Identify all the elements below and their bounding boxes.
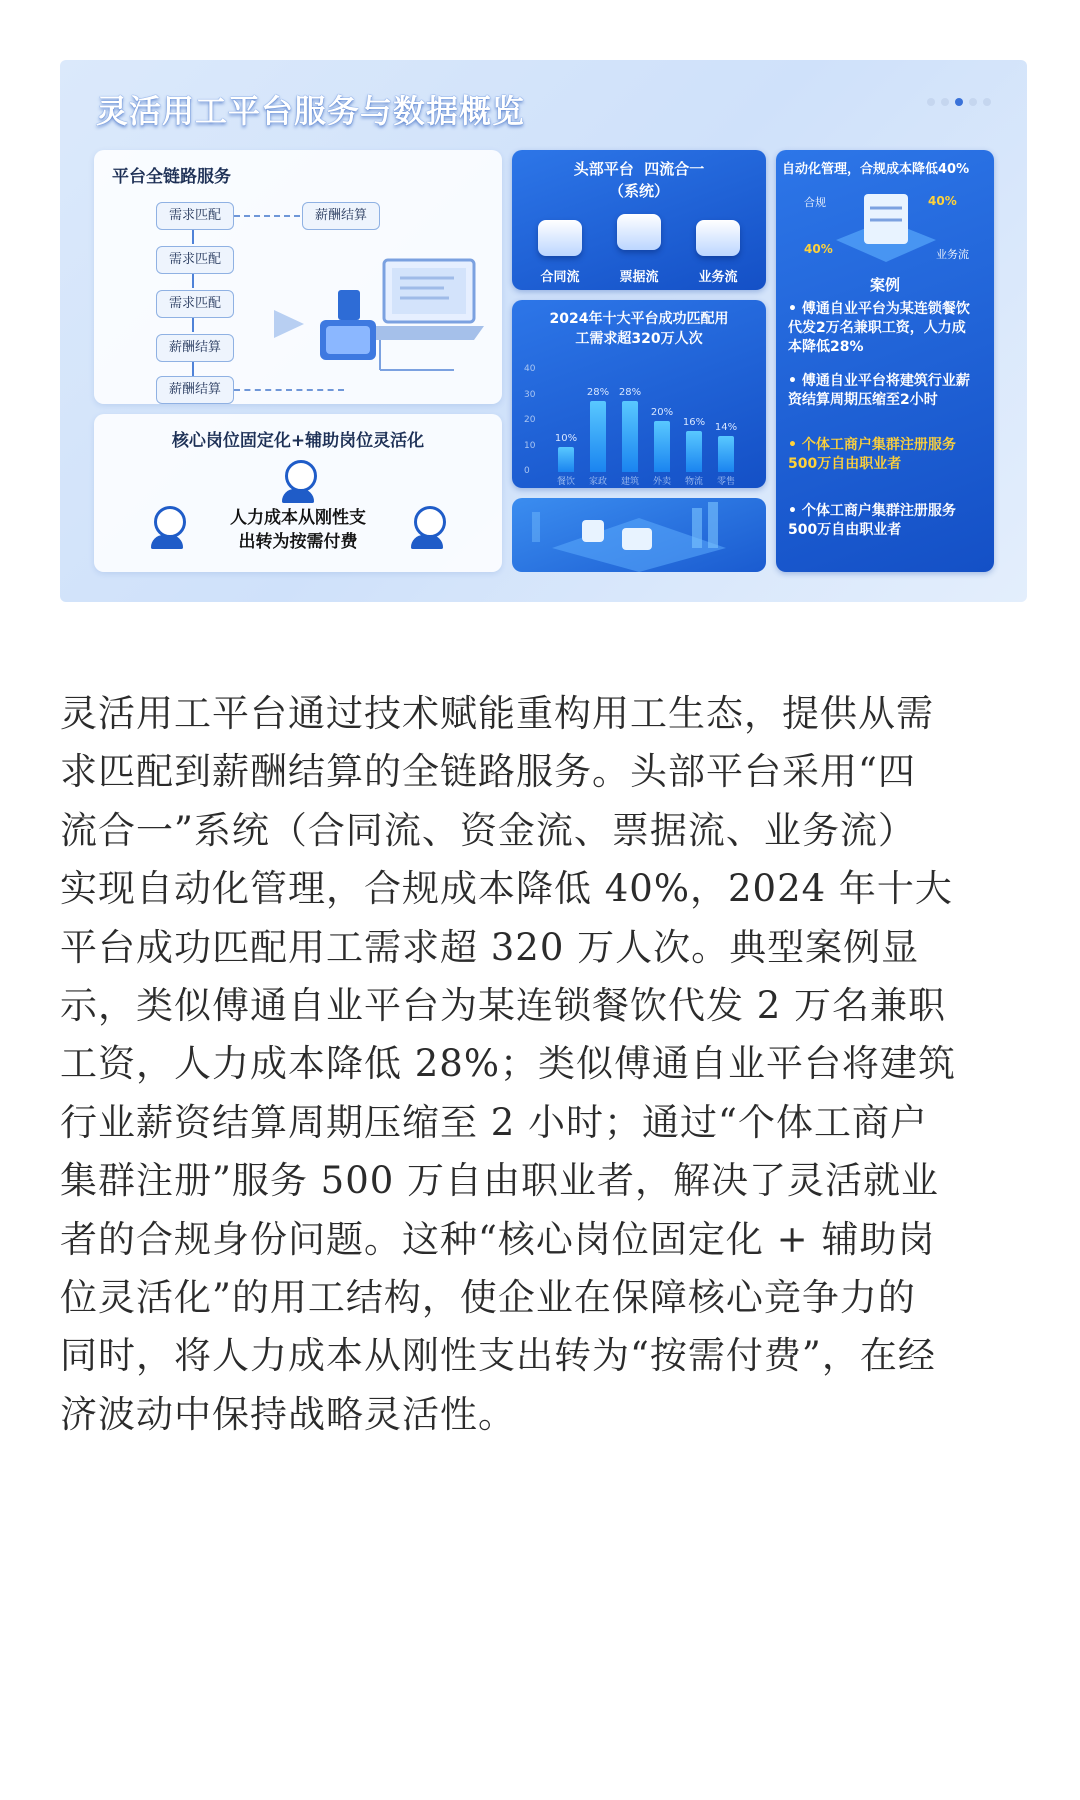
article-line: 灵活用工平台通过技术赋能重构用工生态，提供从需	[60, 692, 934, 735]
infographic-title: 灵活用工平台服务与数据概览	[96, 92, 526, 130]
cases-title: 案例	[869, 276, 900, 294]
dot	[941, 98, 949, 106]
dashed-connector	[234, 215, 300, 217]
label-top-pct: 40%	[928, 194, 957, 208]
article-line: 济波动中保持战略灵活性。	[60, 1392, 516, 1436]
arrow-down-icon	[192, 318, 194, 332]
article-line: 平台成功匹配用工需求超 320 万人次。典型案例显	[60, 925, 920, 969]
chart-panel	[512, 300, 766, 488]
arrow-down-icon	[192, 230, 194, 244]
contract-flow-icon	[538, 220, 582, 256]
structure-panel-title: 核心岗位固定化+辅助岗位灵活化	[171, 431, 425, 451]
bar-value-label: 20%	[650, 407, 674, 418]
person-icon	[285, 460, 317, 492]
bar-value-label: 10%	[554, 432, 578, 444]
bar-value-label: 28%	[586, 386, 610, 398]
article-line: 流合一”系统（合同流、资金流、票据流、业务流）	[60, 808, 916, 852]
article-body	[60, 685, 1030, 1444]
chart-title-line2: 工需求超320万人次	[575, 331, 703, 347]
article-line: 行业薪资结算周期压缩至 2 小时；通过“个体工商户	[60, 1100, 928, 1144]
person-icon	[154, 506, 186, 538]
y-tick-label: 40	[524, 364, 536, 374]
category-label: 外卖	[652, 477, 671, 487]
article-line: 工资，人力成本降低 28%；类似傅通自业平台将建筑	[60, 1042, 956, 1086]
step-1: 需求匹配	[156, 202, 234, 230]
automation-title: 自动化管理，合规成本降低40%	[782, 162, 970, 177]
case-item: • 个体工商户集群注册服务500万自由职业者	[788, 503, 956, 538]
structure-panel	[94, 414, 502, 572]
flow-label: 业务流	[698, 270, 738, 285]
bar-value-label: 14%	[714, 422, 738, 434]
step-5: 薪酬结算	[156, 376, 234, 404]
y-tick-label: 0	[524, 466, 530, 476]
article-line: 者的合规身份问题。这种“核心岗位固定化 + 辅助岗	[60, 1217, 936, 1261]
flow-panel	[512, 150, 766, 290]
structure-caption	[214, 506, 382, 554]
category-label: 家政	[588, 477, 607, 487]
category-label: 物流	[684, 477, 703, 487]
flow-label: 票据流	[619, 270, 659, 285]
structure-caption-line1: 人力成本从刚性支	[230, 508, 366, 528]
category-label: 建筑	[620, 477, 639, 487]
step-2: 需求匹配	[156, 246, 234, 274]
structure-caption-line2: 出转为按需付费	[238, 532, 358, 552]
chart-bar	[686, 431, 702, 472]
chart-bar	[590, 401, 606, 472]
step-4: 薪酬结算	[156, 334, 234, 362]
chart-title-line1: 2024年十大平台成功匹配用	[549, 311, 729, 327]
business-flow-icon	[696, 220, 740, 256]
dot	[969, 98, 977, 106]
chart-bar	[654, 421, 670, 472]
city-illustration-icon	[512, 498, 766, 572]
article-line: 位灵活化”的用工结构，使企业在保障核心竞争力的	[60, 1276, 916, 1320]
bar-value-label: 28%	[618, 386, 642, 398]
person-icon	[414, 506, 446, 538]
case-item: • 傅通自业平台将建筑行业薪资结算周期压缩至2小时	[788, 373, 970, 408]
infographic-image	[60, 60, 1027, 602]
label-left-pct: 40%	[804, 242, 833, 256]
arrow-down-icon	[192, 274, 194, 288]
flow-title-line1: 头部平台 四流合一	[573, 160, 705, 178]
arrow-down-icon	[192, 362, 194, 376]
case-item: • 傅通自业平台为某连锁餐饮代发2万名兼职工资，人力成本降低28%	[788, 301, 970, 355]
dot	[983, 98, 991, 106]
automation-panel	[776, 150, 994, 572]
chart-bar	[622, 401, 638, 472]
label-compliance: 合规	[804, 196, 826, 209]
service-panel-title: 平台全链路服务	[112, 167, 231, 187]
article-line: 示，类似傅通自业平台为某连锁餐饮代发 2 万名兼职	[60, 984, 947, 1028]
label-business: 业务流	[936, 248, 969, 261]
flow-label: 合同流	[540, 270, 580, 285]
bar-value-label: 16%	[682, 417, 706, 429]
dot	[927, 98, 935, 106]
y-tick-label: 30	[524, 389, 536, 400]
step-3: 需求匹配	[156, 290, 234, 318]
city-illustration	[512, 498, 766, 572]
y-tick-label: 10	[524, 440, 536, 451]
case-item-highlight: • 个体工商户集群注册服务500万自由职业者	[788, 437, 956, 472]
flow-title-line2: （系统）	[608, 182, 669, 200]
chart-bar	[718, 436, 734, 472]
article-line: 同时，将人力成本从刚性支出转为“按需付费”，在经	[60, 1334, 936, 1378]
dot	[955, 98, 963, 106]
target-step: 薪酬结算	[302, 202, 380, 230]
service-panel	[94, 150, 502, 404]
article-line: 求匹配到薪酬结算的全链路服务。头部平台采用“四	[60, 750, 916, 794]
y-tick-label: 20	[524, 415, 536, 425]
category-label: 零售	[716, 477, 735, 487]
invoice-flow-icon	[617, 214, 661, 250]
carousel-dots	[927, 98, 991, 106]
article-line: 集群注册”服务 500 万自由职业者，解决了灵活就业	[60, 1159, 940, 1203]
category-label: 餐饮	[556, 477, 575, 487]
chart-bar	[558, 447, 574, 473]
article-line: 实现自动化管理，合规成本降低 40%，2024 年十大	[60, 867, 953, 911]
laptop-illustration-icon	[254, 240, 494, 390]
bar-chart	[512, 300, 766, 488]
